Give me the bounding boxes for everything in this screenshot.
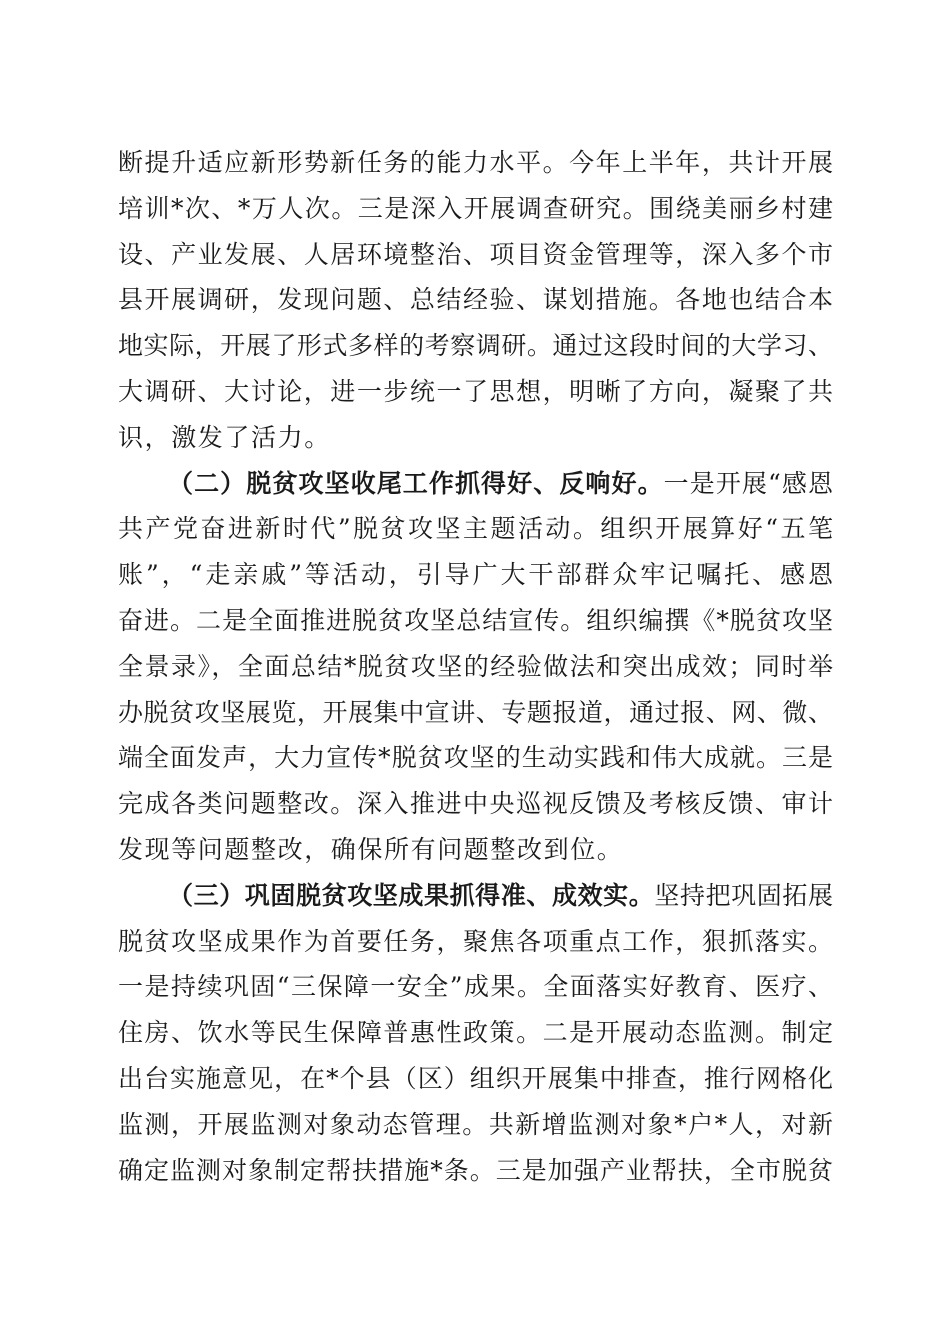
text-line: 一是持续巩固“三保障一安全”成果。全面落实好教育、医疗、 — [118, 972, 833, 1002]
text-line: 完成各类问题整改。深入推进中央巡视反馈及考核反馈、审计 — [118, 789, 833, 819]
text-line: 断提升适应新形势新任务的能力水平。今年上半年，共计开展 — [118, 148, 833, 177]
text-line: 地实际，开展了形式多样的考察调研。通过这段时间的大学习、 — [118, 331, 833, 361]
paragraph-training-research — [118, 140, 833, 461]
section-heading: （三）巩固脱贫攻坚成果抓得准、成效实。 — [168, 880, 655, 910]
text-line: 端全面发声，大力宣传*脱贫攻坚的生动实践和伟大成就。三是 — [118, 743, 833, 773]
paragraph-poverty-alleviation-wrapup — [118, 461, 833, 873]
text-line: 县开展调研，发现问题、总结经验、谋划措施。各地也结合本 — [118, 285, 833, 315]
paragraph-consolidate-achievements — [118, 873, 833, 1194]
text-line: 住房、饮水等民生保障普惠性政策。二是开展动态监测。制定 — [118, 1018, 833, 1048]
text-line: 奋进。二是全面推进脱贫攻坚总结宣传。组织编撰《*脱贫攻坚 — [118, 605, 833, 635]
text-line: 监测，开展监测对象动态管理。共新增监测对象*户*人，对新 — [118, 1109, 833, 1139]
text-line: 全景录》，全面总结*脱贫攻坚的经验做法和突出成效；同时举 — [118, 651, 833, 681]
section-heading: （二）脱贫攻坚收尾工作抓得好、反响好。 — [168, 468, 664, 498]
text-line: 确定监测对象制定帮扶措施*条。三是加强产业帮扶，全市脱贫 — [118, 1155, 833, 1185]
text-line: 出台实施意见，在*个县（区）组织开展集中排查，推行网格化 — [118, 1063, 833, 1093]
text-line: 脱贫攻坚成果作为首要任务，聚焦各项重点工作，狠抓落实。 — [118, 926, 833, 956]
text-line: 培训*次、*万人次。三是深入开展调查研究。围绕美丽乡村建 — [118, 193, 833, 223]
document-body — [118, 140, 833, 1193]
text-line: 办脱贫攻坚展览，开展集中宣讲、专题报道，通过报、网、微、 — [118, 697, 833, 727]
text-line: 设、产业发展、人居环境整治、项目资金管理等，深入多个市 — [118, 239, 833, 269]
text-line: 识，激发了活力。 — [118, 422, 331, 452]
text-line: 共产党奋进新时代”脱贫攻坚主题活动。组织开展算好“五笔 — [118, 514, 833, 544]
text-line — [118, 461, 833, 507]
text-line: 发现等问题整改，确保所有问题整改到位。 — [118, 834, 624, 864]
text-line: 账”，“走亲戚”等活动，引导广大干部群众牢记嘱托、感恩 — [118, 560, 833, 590]
text-run: 坚持把巩固拓展 — [654, 880, 833, 910]
text-line — [118, 873, 833, 919]
text-line: 大调研、大讨论，进一步统一了思想，明晰了方向，凝聚了共 — [118, 376, 833, 406]
text-run: 一是开展“感恩 — [663, 468, 833, 498]
